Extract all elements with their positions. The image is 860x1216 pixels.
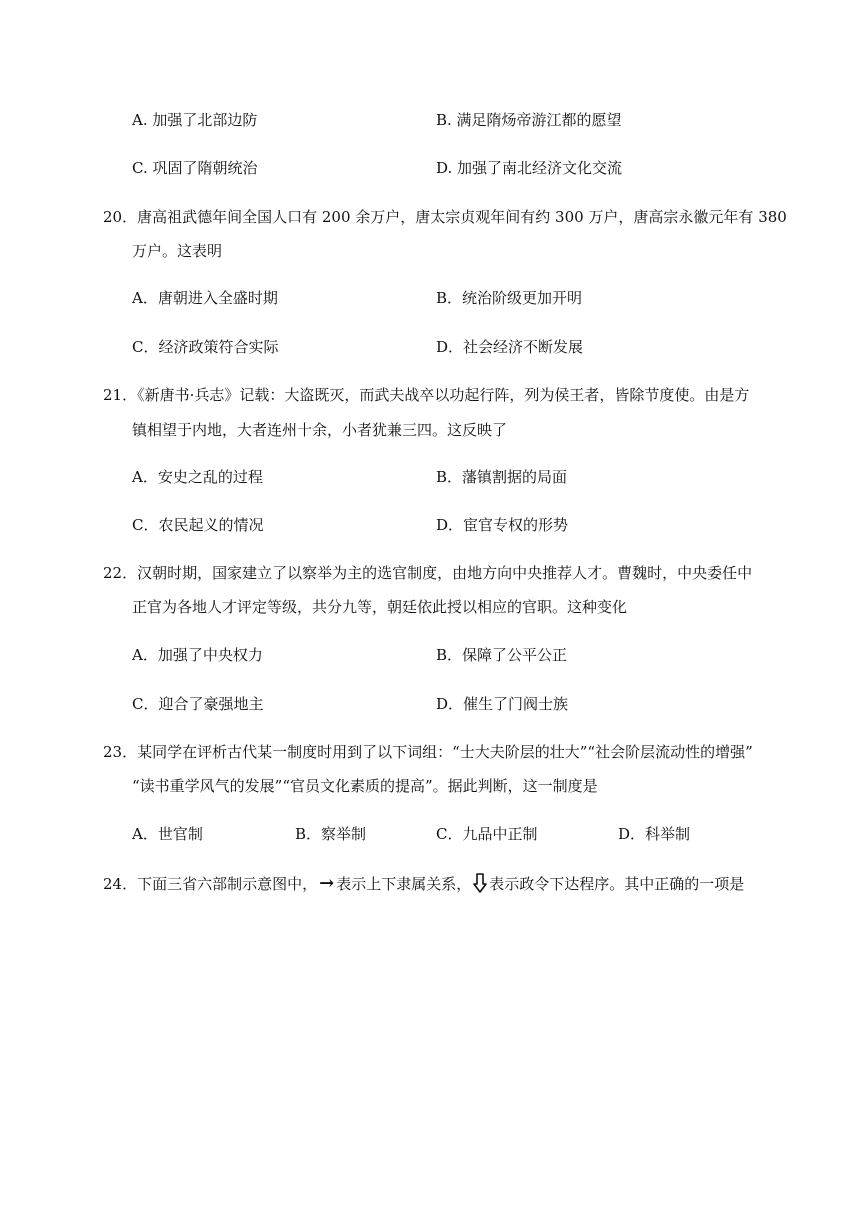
q21-option-d: D．宦官专权的形势 (436, 516, 569, 534)
q22-stem-line1: 22．汉朝时期，国家建立了以察举为主的选官制度，由地方向中央推荐人才。曹魏时，中央委任中 (103, 564, 753, 582)
q24-stem-part1: 24．下面三省六部制示意图中， (103, 875, 318, 893)
q23-option-c: C．九品中正制 (436, 825, 538, 843)
q19-option-a: A. 加强了北部边防 (132, 111, 258, 129)
q21-option-b: B．藩镇割据的局面 (436, 468, 568, 486)
q21-option-c: C．农民起义的情况 (132, 516, 264, 534)
right-arrow-icon: → (319, 873, 335, 894)
q20-option-b: B．统治阶级更加开明 (436, 289, 583, 307)
q23-stem-line1: 23．某同学在评析古代某一制度时用到了以下词组：“士大夫阶层的壮大”“社会阶层流动性的增强” (103, 743, 753, 761)
q23-option-a: A．世官制 (132, 825, 203, 843)
q22-stem-line2: 正官为各地人才评定等级，共分九等，朝廷依此授以相应的官职。这种变化 (132, 598, 628, 616)
q20-stem-line2: 万户。这表明 (132, 242, 223, 260)
q24-stem (103, 873, 744, 894)
q19-option-c: C. 巩固了隋朝统治 (132, 159, 258, 177)
hollow-down-arrow-icon (473, 873, 487, 893)
q24-stem-part3: 表示政令下达程序。其中正确的一项是 (489, 875, 745, 893)
q21-stem-line1: 21．《新唐书·兵志》记载：大盗既灭，而武夫战卒以功起行阵，列为侯王者，皆除节度使。由是方 (103, 386, 750, 404)
q22-option-a: A．加强了中央权力 (132, 646, 263, 664)
q19-option-d: D. 加强了南北经济文化交流 (436, 159, 623, 177)
q21-option-a: A．安史之乱的过程 (132, 468, 263, 486)
q22-option-c: C．迎合了豪强地主 (132, 695, 264, 713)
q22-option-b: B．保障了公平公正 (436, 646, 568, 664)
q24-stem-part2: 表示上下隶属关系， (336, 875, 472, 893)
q20-option-c: C．经济政策符合实际 (132, 338, 279, 356)
q19-option-b: B. 满足隋炀帝游江都的愿望 (436, 111, 622, 129)
q20-option-d: D．社会经济不断发展 (436, 338, 584, 356)
q20-stem-line1: 20．唐高祖武德年间全国人口有 200 余万户，唐太宗贞观年间有约 300 万户，唐高宗永徽元年有 380 (103, 208, 787, 226)
q23-stem-line2: “读书重学风气的发展”“官员文化素质的提高”。据此判断，这一制度是 (132, 777, 598, 795)
q20-option-a: A．唐朝进入全盛时期 (132, 289, 278, 307)
q21-stem-line2: 镇相望于内地，大者连州十余，小者犹兼三四。这反映了 (132, 421, 508, 439)
q23-option-d: D．科举制 (618, 825, 691, 843)
q23-option-b: B．察举制 (295, 825, 367, 843)
q22-option-d: D．催生了门阀士族 (436, 695, 569, 713)
